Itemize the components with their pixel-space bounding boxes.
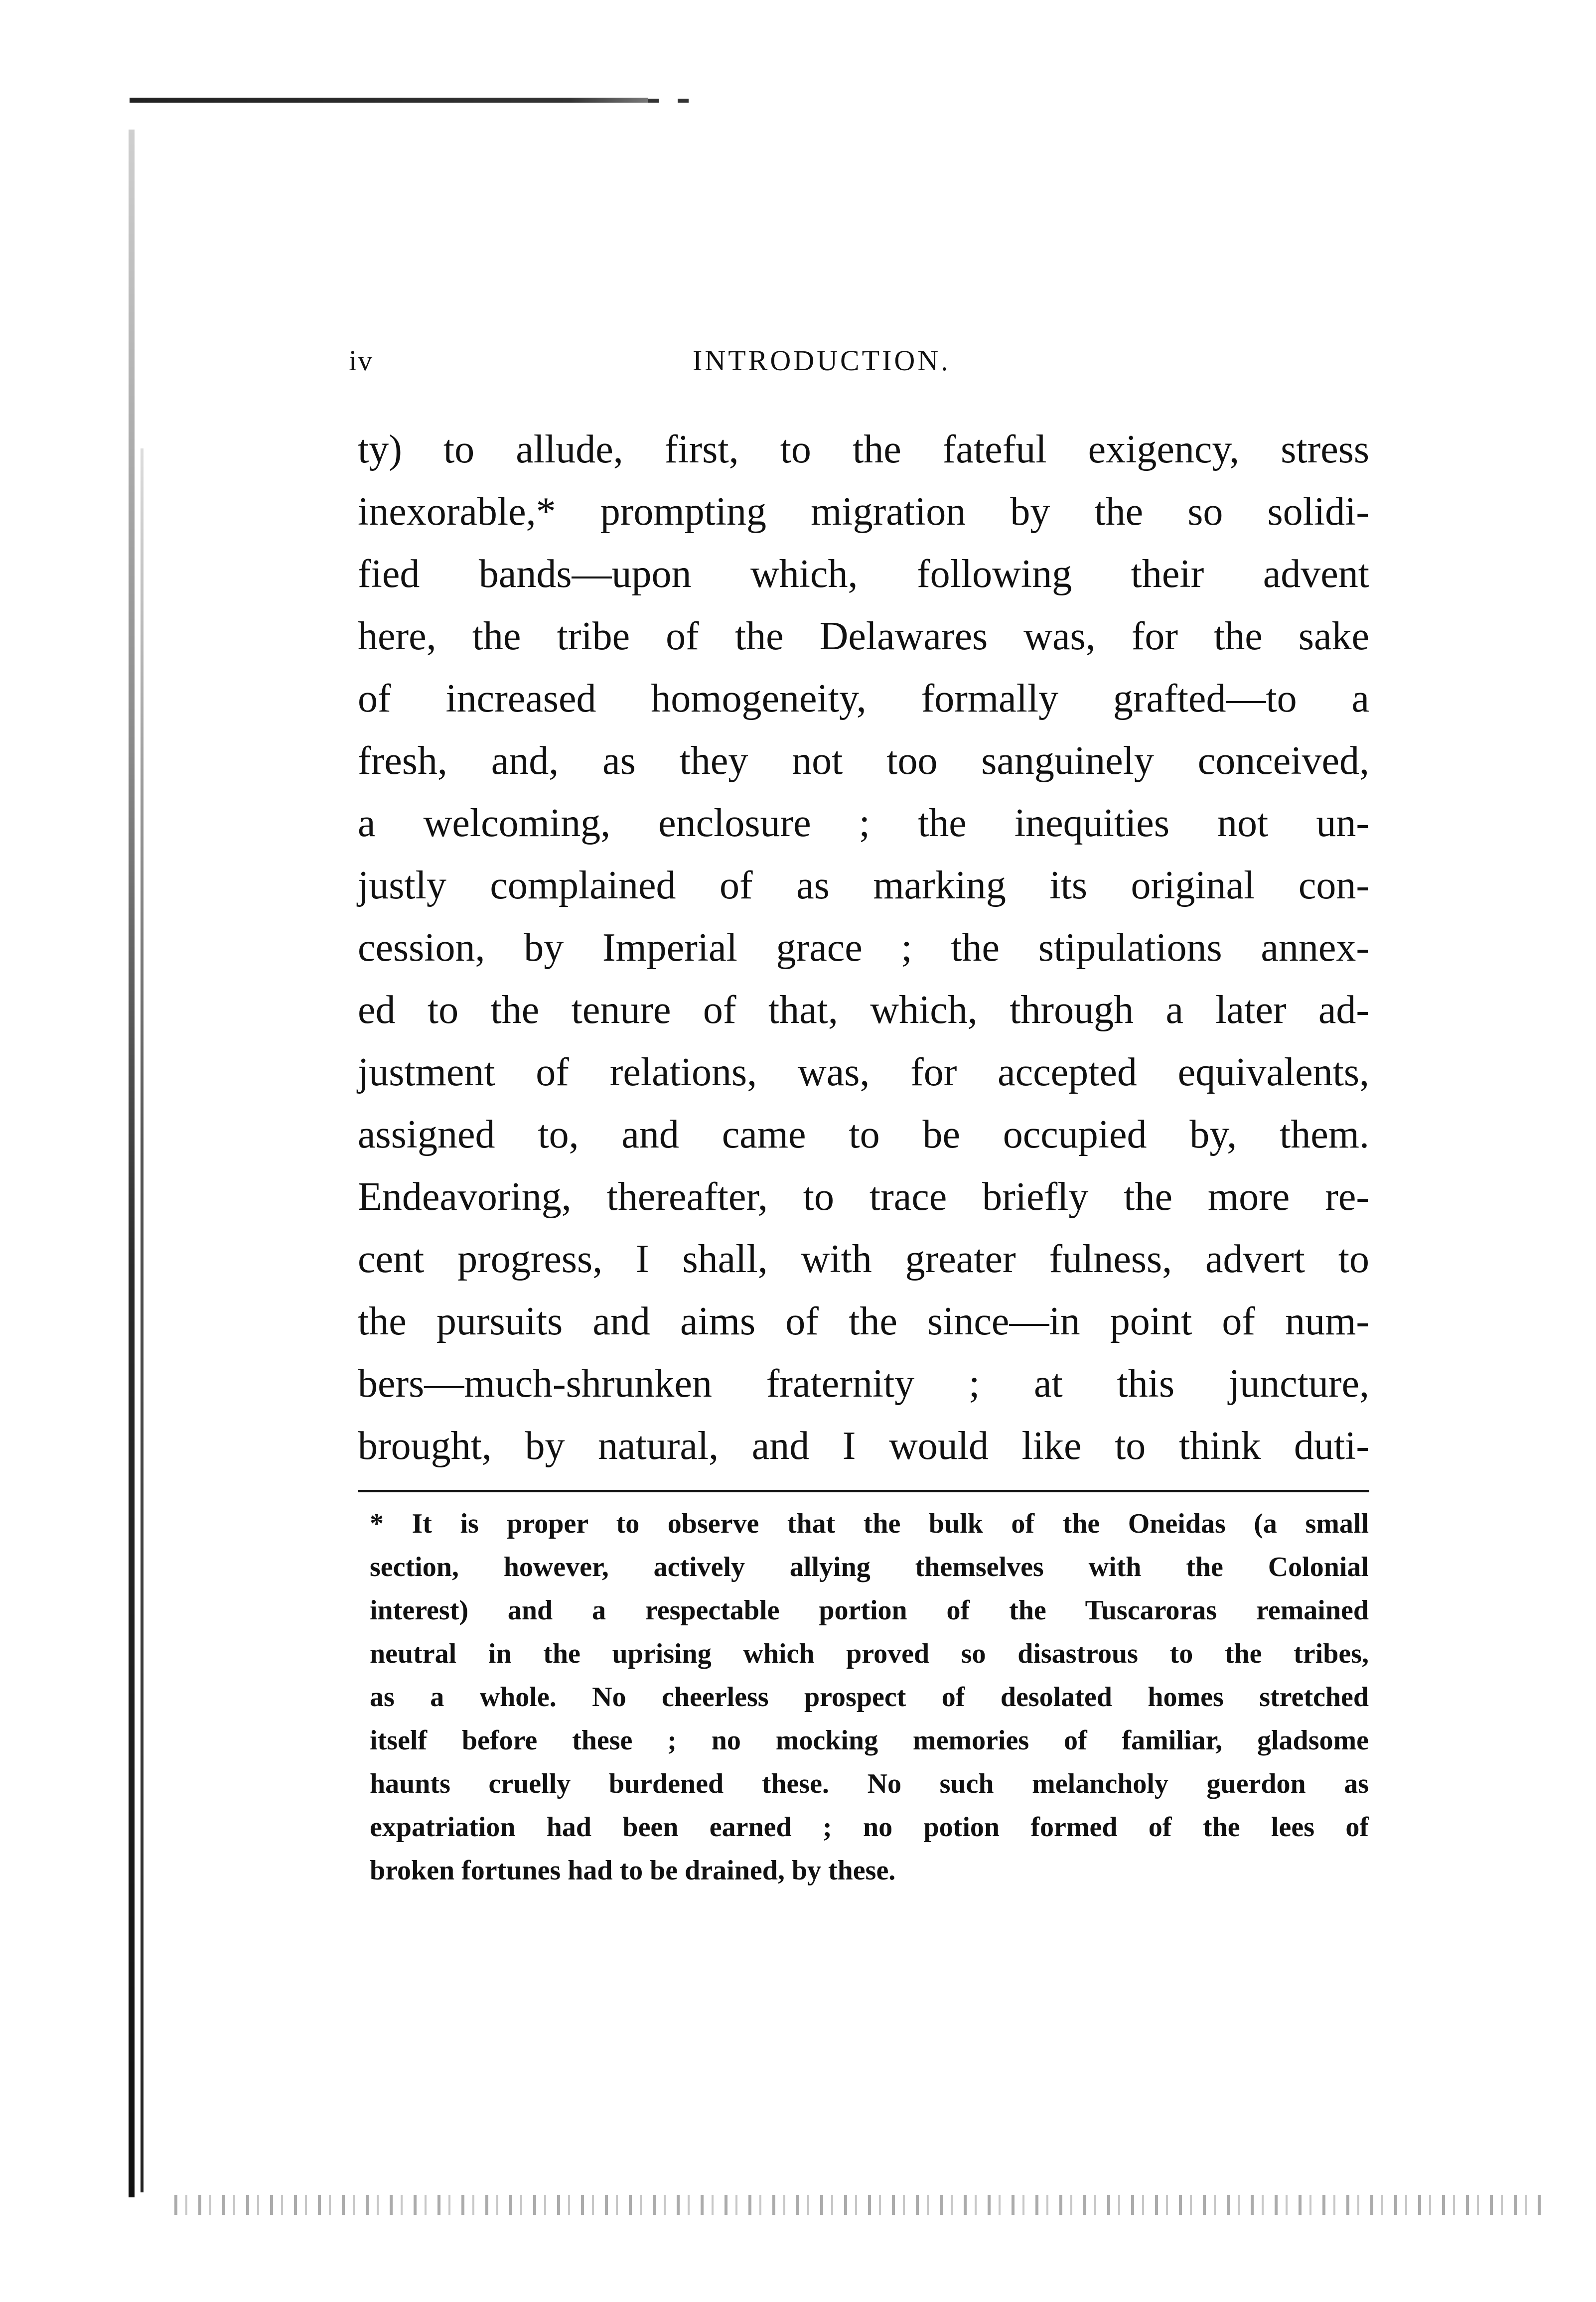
body-line: assigned to, and came to be occupied by, them. bbox=[358, 1113, 1369, 1156]
footnote-divider bbox=[358, 1490, 1369, 1492]
footnote-line: broken fortunes had to be drained, by these. bbox=[370, 1855, 896, 1886]
body-line: bers—much-shrunken fraternity ; at this juncture, bbox=[358, 1362, 1369, 1406]
footnote bbox=[370, 1502, 1369, 1892]
body-line: justment of relations, was, for accepted equivalents, bbox=[358, 1050, 1369, 1094]
body-line: Endeavoring, thereafter, to trace briefly the more re- bbox=[358, 1175, 1369, 1219]
body-line: of increased homogeneity, formally grafted—to a bbox=[358, 677, 1369, 720]
scan-top-rule bbox=[130, 98, 648, 103]
body-line: fied bands—upon which, following their advent bbox=[358, 552, 1369, 596]
footnote-line: neutral in the uprising which proved so disastrous to the tribes, bbox=[370, 1638, 1369, 1669]
body-line: cent progress, I shall, with greater fulness, advert to bbox=[358, 1237, 1369, 1281]
scan-binding-edge bbox=[141, 448, 144, 2192]
running-title: INTRODUCTION. bbox=[693, 344, 951, 377]
footnote-line: * It is proper to observe that the bulk of the Oneidas (a small bbox=[370, 1508, 1369, 1539]
scan-top-dash bbox=[678, 99, 689, 103]
body-text bbox=[358, 419, 1369, 1477]
scan-bottom-noise bbox=[174, 2195, 1545, 2215]
footnote-line: itself before these ; no mocking memories of familiar, gladsome bbox=[370, 1725, 1369, 1756]
body-line: justly complained of as marking its original con- bbox=[358, 863, 1369, 907]
footnote-line: interest) and a respectable portion of the Tuscaroras remained bbox=[370, 1595, 1369, 1626]
body-line: inexorable,* prompting migration by the so solidi- bbox=[358, 490, 1369, 534]
footnote-line: as a whole. No cheerless prospect of desolated homes stretched bbox=[370, 1682, 1369, 1713]
scan-binding-edge bbox=[129, 130, 135, 2197]
running-head bbox=[349, 344, 1365, 389]
body-line: brought, by natural, and I would like to think duti- bbox=[358, 1424, 1369, 1468]
footnote-line: section, however, actively allying themselves with the Colonial bbox=[370, 1552, 1369, 1583]
body-line: cession, by Imperial grace ; the stipulations annex- bbox=[358, 926, 1369, 970]
body-line: ty) to allude, first, to the fateful exigency, stress bbox=[358, 428, 1369, 471]
body-line: ed to the tenure of that, which, through a later ad- bbox=[358, 988, 1369, 1032]
body-line: the pursuits and aims of the since—in point of num- bbox=[358, 1299, 1369, 1343]
page-number: iv bbox=[349, 344, 374, 377]
body-line: fresh, and, as they not too sanguinely conceived, bbox=[358, 739, 1369, 783]
body-line: here, the tribe of the Delawares was, for the sake bbox=[358, 614, 1369, 658]
footnote-line: haunts cruelly burdened these. No such melancholy guerdon as bbox=[370, 1768, 1369, 1799]
body-line: a welcoming, enclosure ; the inequities not un- bbox=[358, 801, 1369, 845]
scan-top-dash bbox=[648, 99, 659, 103]
footnote-line: expatriation had been earned ; no potion formed of the lees of bbox=[370, 1812, 1369, 1843]
